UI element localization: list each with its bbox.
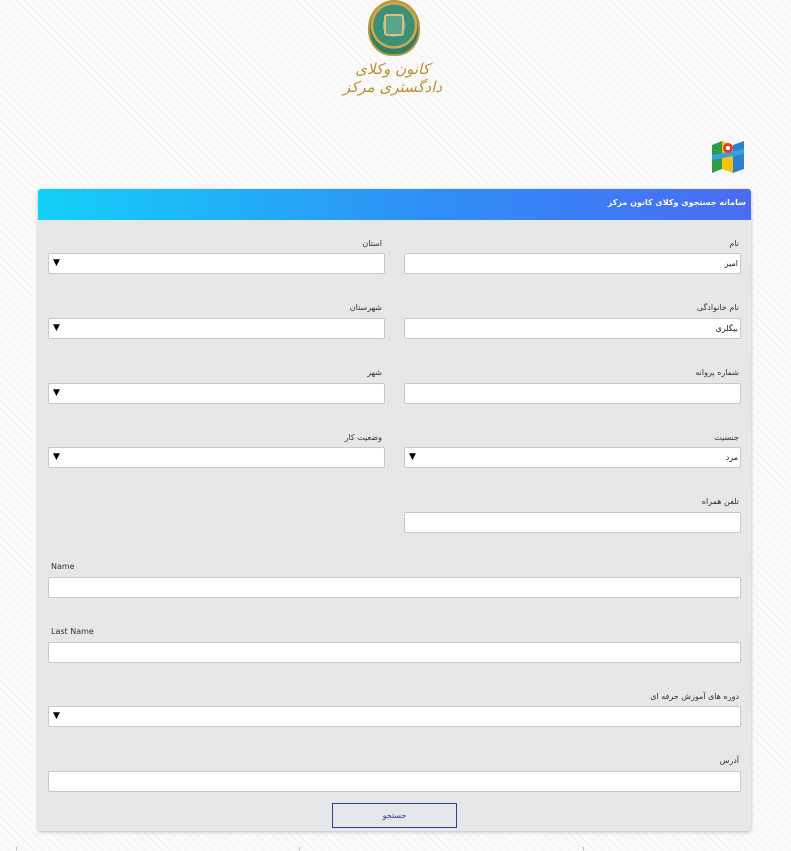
bar-association-seal-icon <box>368 0 420 56</box>
gender-value: مرد <box>725 453 738 462</box>
training-courses-select[interactable] <box>48 706 741 727</box>
county-select[interactable] <box>48 318 385 339</box>
last-name-value: بیگلری <box>715 324 738 333</box>
county-label: شهرستان <box>349 303 382 312</box>
divider-tick <box>299 847 300 850</box>
mobile-input[interactable] <box>404 512 741 533</box>
last-name-input[interactable] <box>404 318 741 339</box>
license-number-input[interactable] <box>404 383 741 404</box>
last-name-label: نام خانوادگی <box>696 303 739 312</box>
city-select[interactable] <box>48 383 385 404</box>
logo-text: کانون وکلای دادگستری مرکز <box>342 60 443 96</box>
panel-header <box>38 189 751 220</box>
map-pin-icon[interactable] <box>712 141 744 173</box>
chevron-down-icon: ▼ <box>409 452 416 462</box>
training-courses-label: دوره های آموزش حرفه ای <box>650 692 739 701</box>
address-label: آدرس <box>719 756 739 765</box>
divider-tick <box>583 847 584 850</box>
search-panel <box>38 189 751 831</box>
name-en-label: Name <box>51 562 75 571</box>
license-number-label: شماره پروانه <box>695 368 739 377</box>
chevron-down-icon: ▼ <box>53 258 60 268</box>
chevron-down-icon: ▼ <box>53 323 60 333</box>
last-name-en-input[interactable] <box>48 642 741 663</box>
logo <box>330 0 455 100</box>
address-input[interactable] <box>48 771 741 792</box>
divider-tick <box>16 847 17 850</box>
city-label: شهر <box>367 368 382 377</box>
panel-title: سامانه جستجوی وکلای کانون مرکز <box>607 198 746 207</box>
province-label: استان <box>362 239 382 248</box>
work-status-label: وضعیت کار <box>344 433 382 442</box>
province-select[interactable] <box>48 253 385 274</box>
search-button[interactable]: جستجو <box>332 803 457 828</box>
last-name-en-label: Last Name <box>51 627 94 636</box>
first-name-label: نام <box>729 239 739 248</box>
name-en-input[interactable] <box>48 577 741 598</box>
first-name-input[interactable] <box>404 253 741 274</box>
first-name-value: امیر <box>724 259 738 268</box>
chevron-down-icon: ▼ <box>53 711 60 721</box>
gender-select[interactable] <box>404 447 741 468</box>
mobile-label: تلفن همراه <box>701 497 739 506</box>
gender-label: جنسیت <box>714 433 739 442</box>
chevron-down-icon: ▼ <box>53 452 60 462</box>
work-status-select[interactable] <box>48 447 385 468</box>
chevron-down-icon: ▼ <box>53 388 60 398</box>
